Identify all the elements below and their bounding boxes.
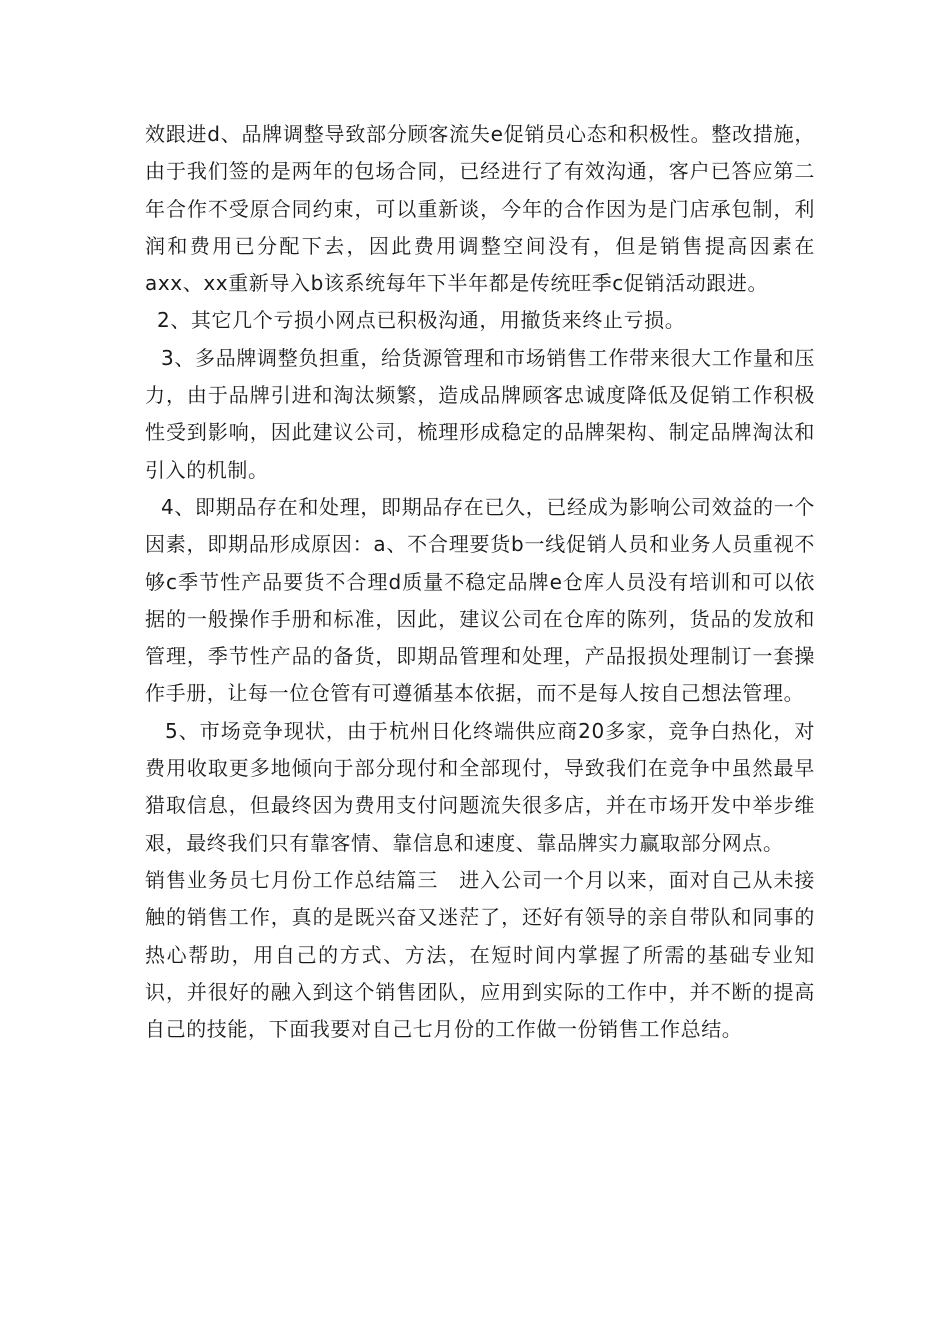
paragraph-item-3: 3、多品牌调整负担重，给货源管理和市场销售工作带来很大工作量和压力，由于品牌引进和淘汰频繁，造成品牌顾客忠诚度降低及促销工作积极性受到影响，因此建议公司，梳理形成稳定的品牌架构、制定品牌淘汰和引入的机制。 [145, 345, 815, 482]
paragraph-item-2: 2、其它几个亏损小网点已积极沟通，用撤货来终止亏损。 [157, 308, 686, 333]
paragraph-item-5: 5、市场竞争现状，由于杭州日化终端供应商20多家，竞争白热化，对费用收取更多地倾向于部分现付和全部现付，导致我们在竞争中虽然最早猎取信息，但最终因为费用支付问题流失很多店，并在市场开发中举步维艰，最终我们只有靠客情、靠信息和速度、靠品牌实力赢取部分网点。 [145, 718, 815, 855]
document-body [145, 116, 815, 1048]
paragraph-continuation: 效跟进d、品牌调整导致部分顾客流失e促销员心态和积极性。整改措施，由于我们签的是两年的包场合同，已经进行了有效沟通，客户已答应第二年合作不受原合同约束，可以重新谈，今年的合作因为是门店承包制，利润和费用已分配下去，因此费用调整空间没有，但是销售提高因素在axx、xx重新导入b该系统每年下半年都是传统旺季c促销活动跟进。 [145, 122, 815, 296]
paragraph-item-4: 4、即期品存在和处理，即期品存在已久，已经成为影响公司效益的一个因素，即期品形成原因：a、不合理要货b一线促销人员和业务人员重视不够c季节性产品要货不合理d质量不稳定品牌e仓库人员没有培训和可以依据的一般操作手册和标准，因此，建议公司在仓库的陈列，货品的发放和管理，季节性产品的备货，即期品管理和处理，产品报损处理制订一套操作手册，让每一位仓管有可遵循基本依据，而不是每人按自己想法管理。 [145, 494, 815, 706]
paragraph-section-three: 销售业务员七月份工作总结篇三 进入公司一个月以来，面对自己从未接触的销售工作，真的是既兴奋又迷茫了，还好有领导的亲自带队和同事的热心帮助，用自己的方式、方法，在短时间内掌握了所需的基础专业知识，并很好的融入到这个销售团队，应用到实际的工作中，并不断的提高自己的技能，下面我要对自己七月份的工作做一份销售工作总结。 [145, 867, 815, 1042]
